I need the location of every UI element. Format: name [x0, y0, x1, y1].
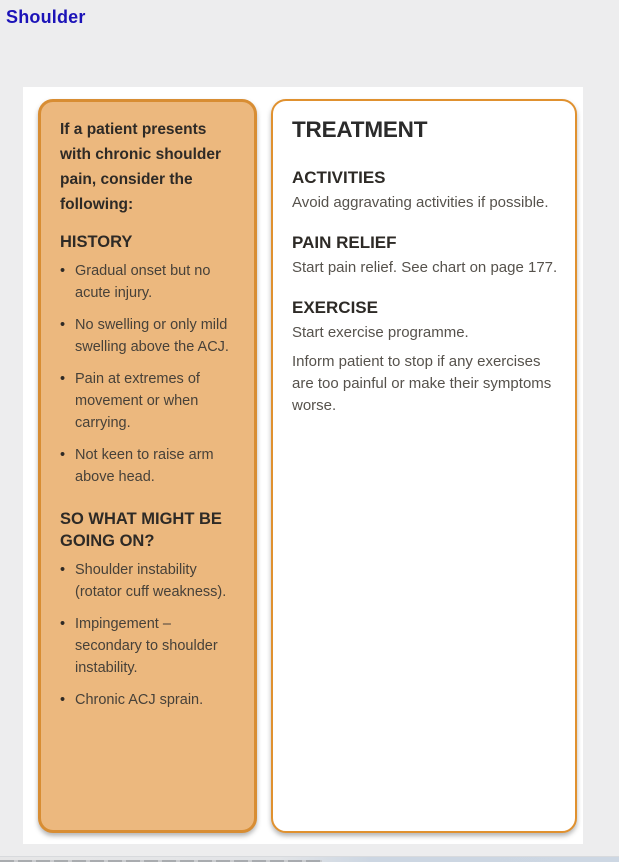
list-item-text: Shoulder instability (rotator cuff weakness). [75, 562, 227, 600]
list-item [60, 613, 238, 679]
list-item-text: Pain at extremes of movement or when carrying. [75, 371, 200, 431]
list-item-text: No swelling or only mild swelling above the ACJ. [75, 317, 229, 355]
exercise-text-2: Inform patient to stop if any exercises are too painful or make their symptoms worse. [292, 353, 552, 414]
activities-text: Avoid aggravating activities if possible. [292, 194, 549, 211]
bullet-icon: • [60, 562, 66, 578]
page-title: Shoulder [6, 7, 86, 27]
treatment-section-activities [292, 166, 563, 214]
treatment-panel [271, 99, 577, 833]
list-item [60, 559, 238, 603]
bullet-icon: • [60, 692, 66, 708]
list-item [60, 260, 238, 304]
list-item [60, 689, 238, 711]
list-item-text: Gradual onset but no acute injury. [75, 263, 211, 301]
bullet-icon: • [60, 447, 66, 463]
bottom-edge-strip [0, 856, 619, 862]
bullet-icon: • [60, 263, 66, 279]
bullet-icon: • [60, 616, 66, 632]
history-panel [38, 99, 257, 833]
exercise-text-1: Start exercise programme. [292, 324, 469, 341]
list-item [60, 444, 238, 488]
list-item [60, 314, 238, 358]
list-item-text: Chronic ACJ sprain. [75, 692, 204, 708]
history-heading: HISTORY [60, 233, 133, 251]
pain-relief-text: Start pain relief. See chart on page 177. [292, 259, 558, 276]
treatment-section-pain-relief [292, 231, 563, 279]
going-on-heading: SO WHAT MIGHT BE GOING ON? [60, 510, 222, 550]
history-panel-intro: If a patient presents with chronic shoulder pain, consider the following: [60, 121, 222, 213]
treatment-section-exercise [292, 296, 563, 417]
exercise-heading: EXERCISE [292, 298, 378, 317]
pain-relief-heading: PAIN RELIEF [292, 233, 397, 252]
bullet-icon: • [60, 371, 66, 387]
bullet-icon: • [60, 317, 66, 333]
activities-heading: ACTIVITIES [292, 168, 386, 187]
list-item-text: Impingement – secondary to shoulder instability. [75, 616, 218, 676]
treatment-title: TREATMENT [292, 117, 428, 142]
list-item-text: Not keen to raise arm above head. [75, 447, 214, 485]
list-item [60, 368, 238, 434]
